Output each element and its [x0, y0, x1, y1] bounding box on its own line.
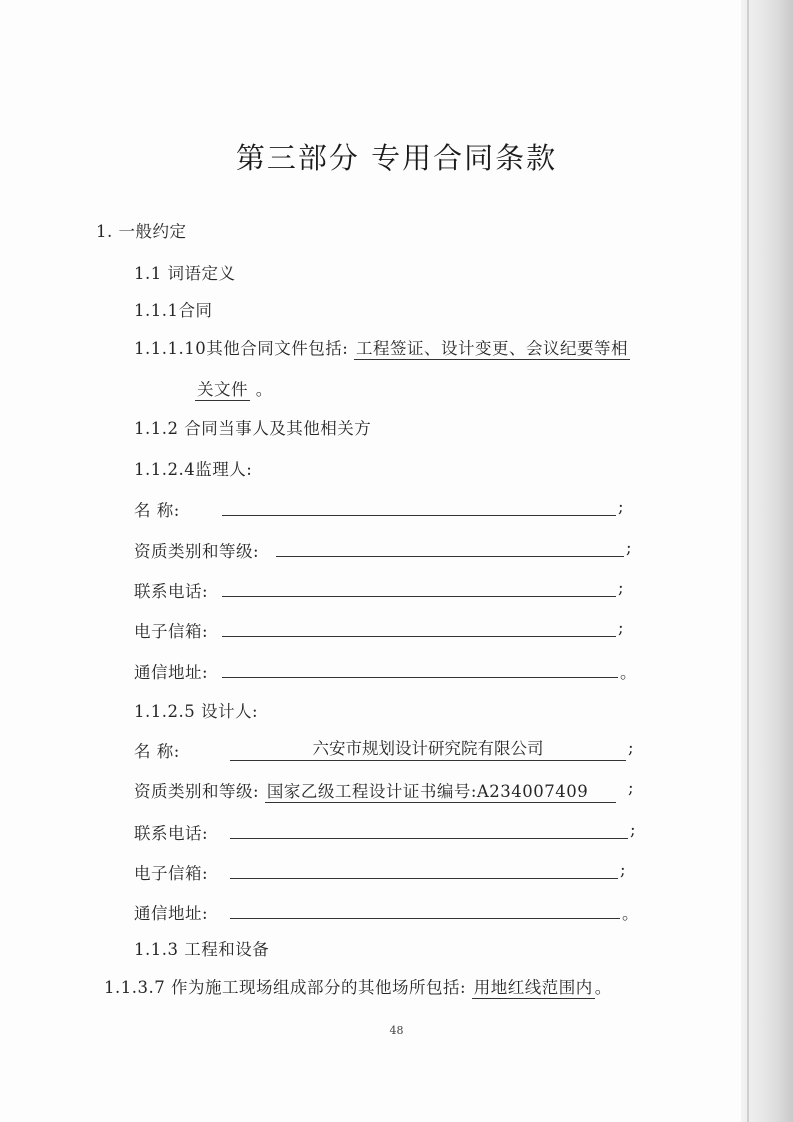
- supervisor-qualification-label: 资质类别和等级:: [134, 542, 260, 561]
- page-number: 48: [389, 1024, 404, 1037]
- semicolon: ;: [618, 578, 624, 597]
- designer-name-label: 名 称:: [134, 742, 180, 761]
- clause-1-1-3-7: [104, 974, 612, 998]
- page-title: 第三部分 专用合同条款: [235, 141, 558, 175]
- semicolon: ;: [618, 497, 624, 516]
- period: 。: [594, 978, 612, 997]
- semicolon: ;: [628, 738, 634, 757]
- semicolon: ;: [630, 820, 636, 839]
- clause-1-1-1-10: [134, 335, 630, 359]
- section-1-heading: 1. 一般约定: [96, 222, 187, 241]
- supervisor-email-label: 电子信箱:: [134, 622, 209, 641]
- section-1-1-2-5-heading: 1.1.2.5 设计人:: [134, 702, 259, 721]
- semicolon: ;: [628, 778, 634, 797]
- semicolon: ;: [620, 860, 626, 879]
- semicolon: ;: [618, 618, 624, 637]
- supervisor-address-label: 通信地址:: [134, 663, 209, 682]
- designer-address-label: 通信地址:: [134, 904, 209, 923]
- supervisor-address-blank: [222, 677, 618, 678]
- designer-qualification-value: 国家乙级工程设计证书编号:A234007409: [265, 782, 616, 803]
- clause-1-1-3-7-value: 用地红线范围内: [473, 978, 593, 997]
- supervisor-qualification-blank: [276, 556, 624, 557]
- period: 。: [622, 904, 639, 923]
- clause-1-1-1-10-value: 工程签证、设计变更、会议纪要等相: [356, 339, 629, 358]
- designer-qualification-label: [134, 778, 616, 802]
- supervisor-email-blank: [222, 636, 616, 637]
- clause-1-1-1-10-value-continued: 关文件: [197, 380, 248, 399]
- section-1-1-heading: 1.1 词语定义: [134, 264, 236, 283]
- section-1-1-1-heading: 1.1.1合同: [134, 301, 213, 320]
- designer-qualification-label-text: 资质类别和等级:: [134, 782, 260, 801]
- semicolon: ;: [626, 538, 632, 557]
- clause-1-1-1-10-label: 1.1.1.10其他合同文件包括:: [134, 339, 349, 358]
- section-1-1-2-4-heading: 1.1.2.4监理人:: [134, 460, 253, 479]
- supervisor-phone-blank: [222, 596, 616, 597]
- supervisor-name-blank: [222, 515, 616, 516]
- period: 。: [620, 663, 637, 682]
- section-1-1-2-heading: 1.1.2 合同当事人及其他相关方: [134, 419, 372, 438]
- designer-email-blank: [230, 878, 618, 879]
- designer-email-label: 电子信箱:: [134, 864, 209, 883]
- designer-address-blank: [230, 918, 620, 919]
- supervisor-phone-label: 联系电话:: [134, 582, 209, 601]
- clause-1-1-1-10-continued: [195, 376, 273, 400]
- supervisor-name-label: 名 称:: [134, 501, 180, 520]
- section-1-1-3-heading: 1.1.3 工程和设备: [134, 940, 270, 959]
- clause-1-1-3-7-label: 1.1.3.7 作为施工现场组成部分的其他场所包括:: [104, 978, 467, 997]
- period: 。: [255, 380, 273, 399]
- designer-phone-blank: [230, 838, 628, 839]
- designer-name-value: 六安市规划设计研究院有限公司: [230, 735, 626, 761]
- designer-phone-label: 联系电话:: [134, 824, 209, 843]
